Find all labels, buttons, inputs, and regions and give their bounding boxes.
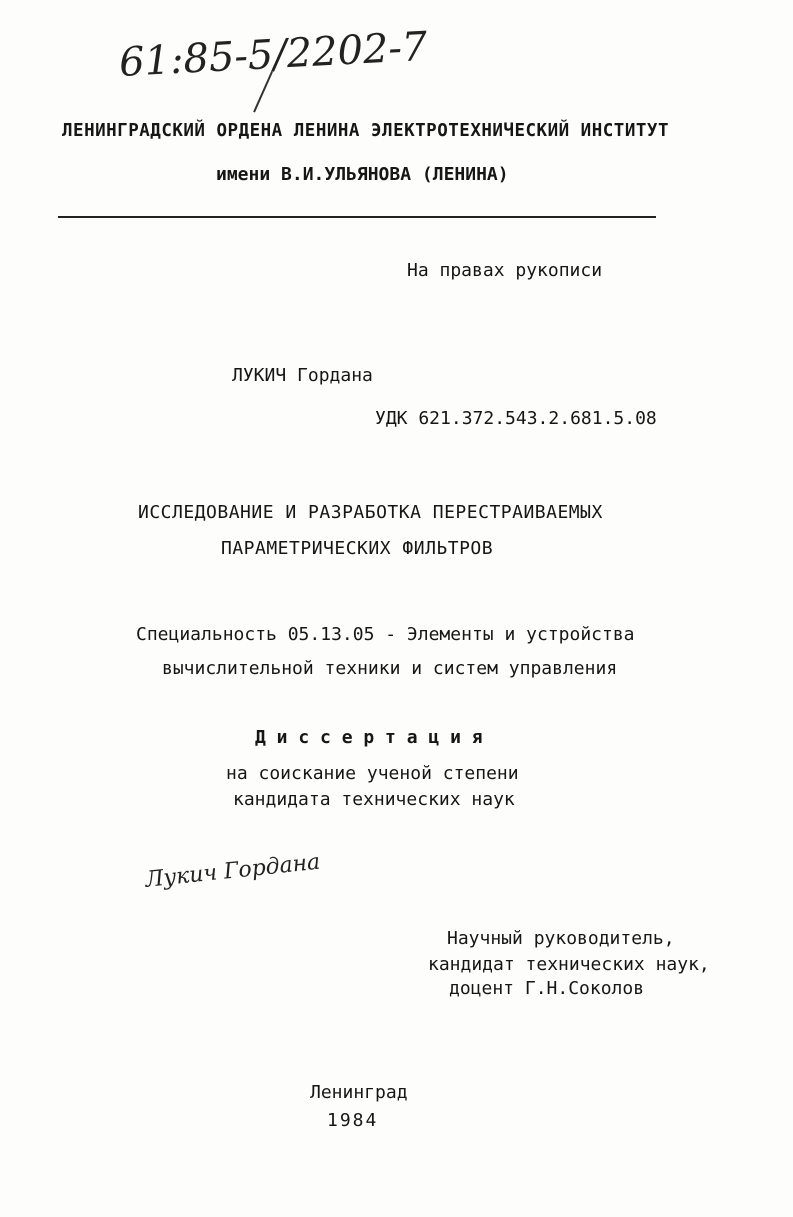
supervisor-line-1: Научный руководитель, xyxy=(447,928,675,949)
speciality-line-2: вычислительной техники и систем управления xyxy=(162,658,618,679)
author-signature: Лукич Гордана xyxy=(144,849,322,893)
thesis-title-line-1: ИССЛЕДОВАНИЕ И РАЗРАБОТКА ПЕРЕСТРАИВАЕМЫХ xyxy=(138,502,603,523)
udk-code: УДК 621.372.543.2.681.5.08 xyxy=(375,408,657,429)
supervisor-line-2: кандидат технических наук, xyxy=(428,954,710,975)
archive-code: 61:85-5/2202-7 xyxy=(118,23,429,86)
speciality-line-1: Специальность 05.13.05 - Элементы и устройства xyxy=(136,624,635,645)
year: 1984 xyxy=(327,1110,379,1131)
institute-name: ЛЕНИНГРАДСКИЙ ОРДЕНА ЛЕНИНА ЭЛЕКТРОТЕХНИЧЕСКИЙ ИНСТИТУТ xyxy=(62,121,669,141)
author-name: ЛУКИЧ Гордана xyxy=(232,365,373,386)
header-divider xyxy=(58,216,656,218)
supervisor-line-3: доцент Г.Н.Соколов xyxy=(449,978,645,999)
degree-line-1: на соискание ученой степени xyxy=(226,763,519,784)
dissertation-label: Д и с с е р т а ц и я xyxy=(255,727,483,748)
thesis-title-line-2: ПАРАМЕТРИЧЕСКИХ ФИЛЬТРОВ xyxy=(221,538,494,559)
city: Ленинград xyxy=(310,1082,408,1103)
institute-named-after: имени В.И.УЛЬЯНОВА (ЛЕНИНА) xyxy=(216,164,509,185)
manuscript-note: На правах рукописи xyxy=(407,260,603,281)
degree-line-2: кандидата технических наук xyxy=(233,789,515,810)
